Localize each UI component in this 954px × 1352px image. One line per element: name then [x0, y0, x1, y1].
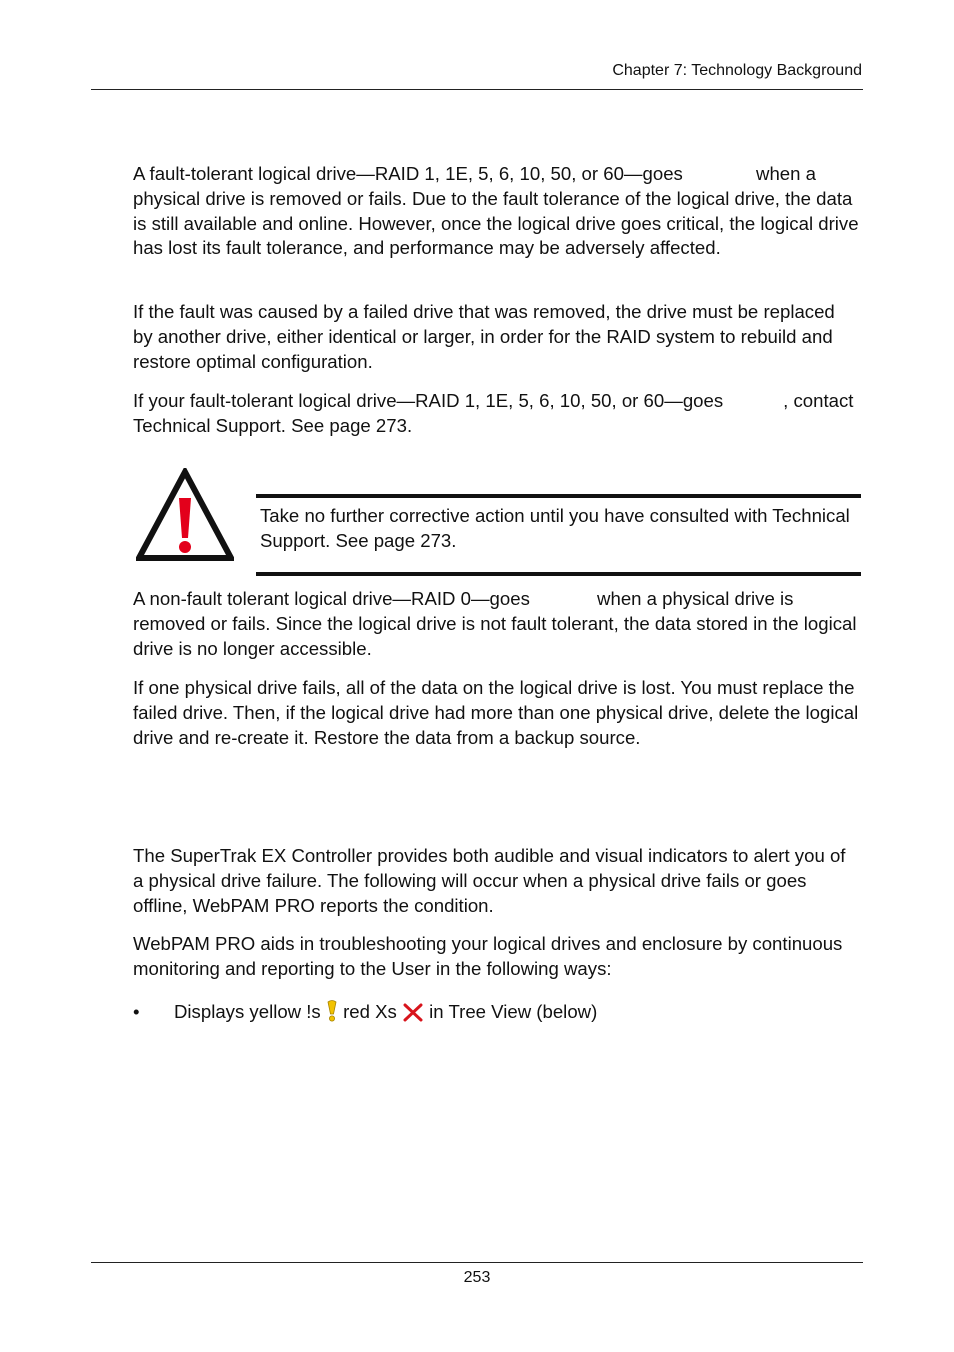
page-number: 253 [463, 1269, 491, 1286]
header-divider [91, 89, 863, 90]
p4-text-b: when a physical drive is removed or fails. Since the logical drive is not fault tolerant, the data stored in the logical drive is no longer accessible. [133, 588, 857, 659]
paragraph-data-lost: If one physical drive fails, all of the data on the logical drive is lost. You must replace the failed drive. Then, if the logical drive had more than one physical drive, delete the logical drive and re-create it. Restore the data from a backup source. [133, 677, 859, 748]
paragraph-offline [133, 389, 859, 439]
p1-text-a: A fault-tolerant logical drive—RAID 1, 1E, 5, 6, 10, 50, or 60—goes [133, 163, 683, 184]
paragraph-replace: If the fault was caused by a failed drive that was removed, the drive must be replaced by another drive, either identical or larger, in order for the RAID system to rebuild and restore optimal configuration. [133, 301, 835, 372]
yellow-exclamation-icon [326, 1000, 338, 1022]
p1-text-b: when a physical drive is removed or fails. Due to the fault tolerance of the logical drive, the data is still available and online. However, once the logical drive goes critical, the logical drive has lost its fault tolerance, and performance may be adversely affected. [133, 163, 859, 259]
p3-text-b: , contact Technical Support. See page 273. [133, 390, 854, 436]
warning-triangle-icon [136, 468, 234, 562]
bullet-body [174, 1000, 597, 1025]
paragraph-monitoring: WebPAM PRO aids in troubleshooting your logical drives and enclosure by continuous monitoring and reporting to the User in the following ways: [133, 933, 843, 979]
paragraph-critical [133, 162, 859, 261]
p4-text-a: A non-fault tolerant logical drive—RAID 0—goes [133, 588, 530, 609]
red-x-icon [402, 1002, 424, 1022]
warning-text: Take no further corrective action until you have consulted with Technical Support. See page 273. [260, 505, 850, 551]
bullet-text-2: red Xs [343, 1001, 397, 1022]
bullet-dot: • [133, 1001, 140, 1022]
paragraph-raid0 [133, 587, 859, 661]
chapter-header: Chapter 7: Technology Background [612, 62, 862, 79]
warning-top-rule [256, 494, 861, 498]
bullet-text-1: Displays yellow !s [174, 1001, 321, 1022]
footer-divider [91, 1262, 863, 1263]
p3-text-a: If your fault-tolerant logical drive—RAID 1, 1E, 5, 6, 10, 50, or 60—goes [133, 390, 724, 411]
warning-bottom-rule [256, 572, 861, 576]
bullet-text-3: in Tree View (below) [429, 1001, 598, 1022]
paragraph-indicators: The SuperTrak EX Controller provides both audible and visual indicators to alert you of a physical drive failure. The following will occur when a physical drive fails or goes offline, WebPAM PRO reports the condition. [133, 845, 846, 916]
